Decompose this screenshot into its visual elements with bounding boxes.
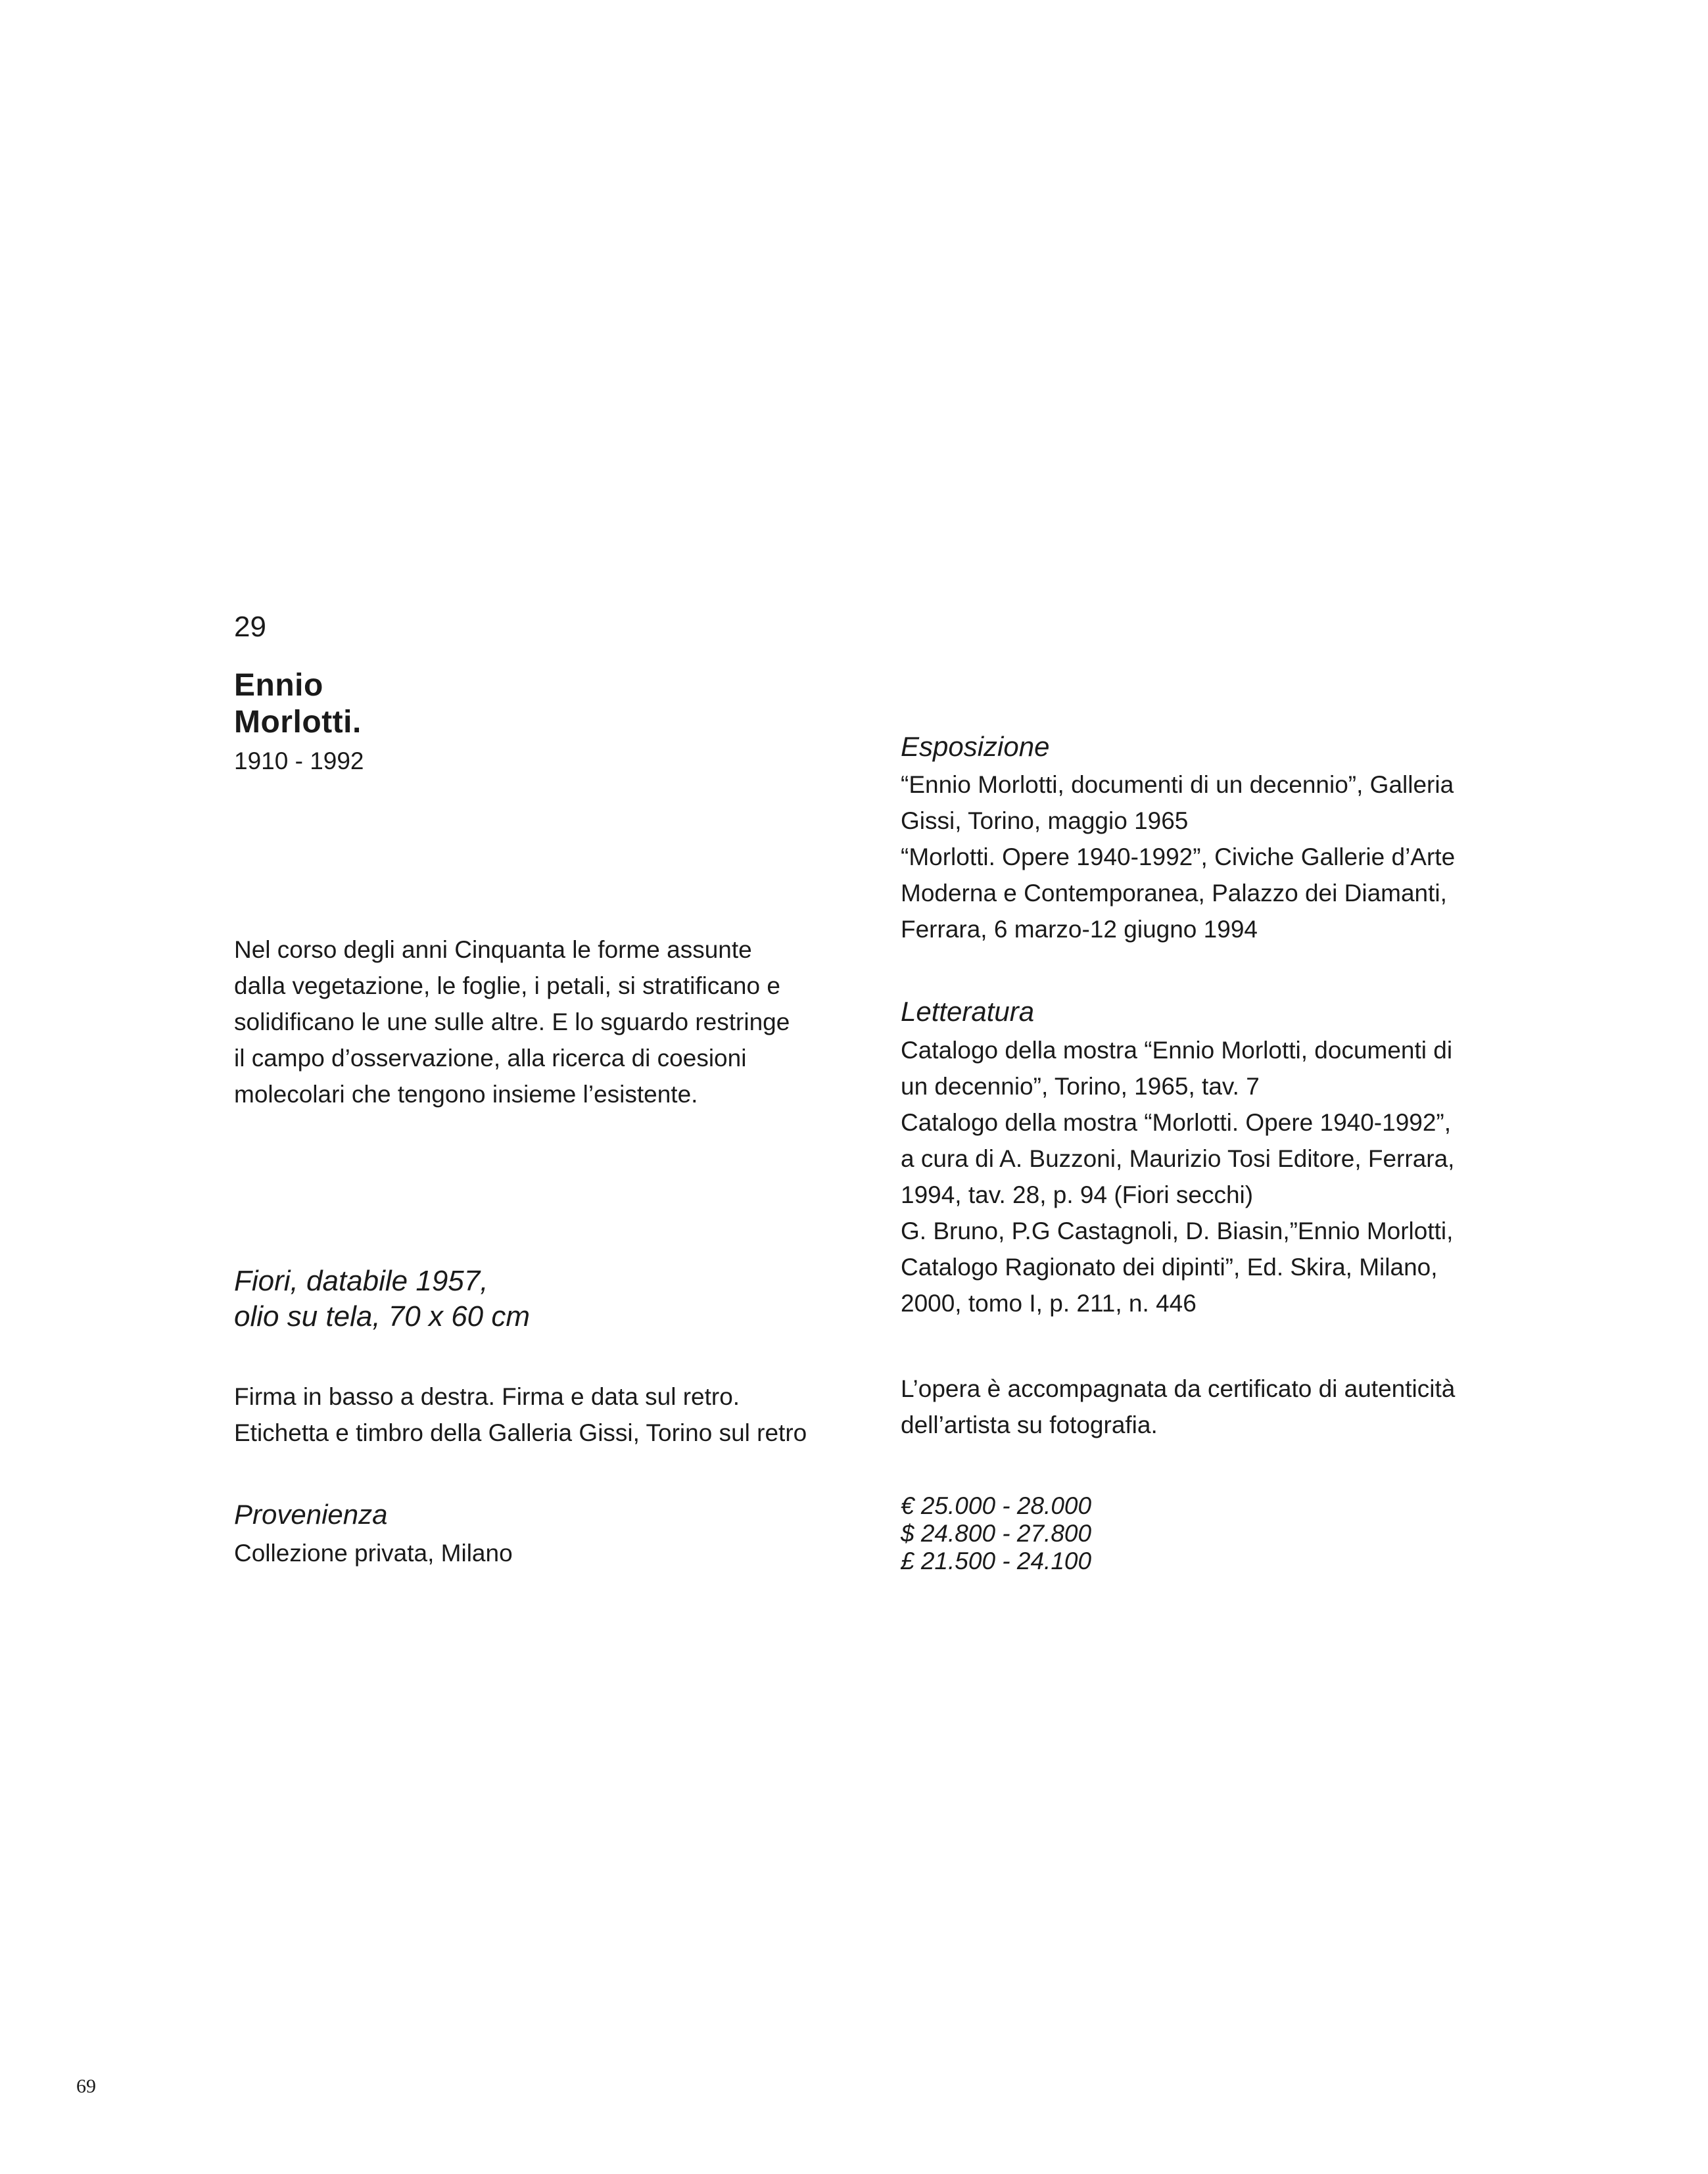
literature-line: G. Bruno, P.G Castagnoli, D. Biasin,”Ennio Morlotti, [901,1217,1454,1244]
notes-line: Firma in basso a destra. Firma e data sul retro. [234,1383,740,1410]
exhibition-line: Gissi, Torino, maggio 1965 [901,807,1189,834]
work-title-line: Fiori, databile 1957, [234,1265,488,1297]
description-line: molecolari che tengono insieme l’esistente. [234,1081,698,1108]
estimate-eur: € 25.000 - 28.000 [901,1492,1092,1519]
artwork-description [234,932,790,1112]
literature-line: un decennio”, Torino, 1965, tav. 7 [901,1073,1260,1100]
literature-list [901,1032,1454,1321]
work-medium-line: olio su tela, 70 x 60 cm [234,1300,531,1333]
exhibition-line: “Ennio Morlotti, documenti di un decennio”, Galleria [901,771,1454,798]
work-title [234,1264,530,1335]
certificate-line: dell’artista su fotografia. [901,1411,1158,1438]
provenance-line: Collezione privata, Milano [234,1540,513,1567]
literature-heading: Letteratura [901,996,1035,1027]
description-line: il campo d’osservazione, alla ricerca di coesioni [234,1045,747,1072]
literature-line: a cura di A. Buzzoni, Maurizio Tosi Editore, Ferrara, [901,1145,1455,1172]
artist-dates: 1910 - 1992 [234,747,364,774]
description-line: Nel corso degli anni Cinquanta le forme assunte [234,936,752,963]
certificate-line: L’opera è accompagnata da certificato di autenticità [901,1375,1456,1402]
lot-number: 29 [234,611,266,643]
exhibition-heading: Esposizione [901,731,1050,762]
provenance-heading: Provenienza [234,1499,388,1530]
description-line: solidificano le une sulle altre. E lo sguardo restringe [234,1008,790,1035]
exhibition-line: Moderna e Contemporanea, Palazzo dei Diamanti, [901,880,1447,907]
literature-line: 1994, tav. 28, p. 94 (Fiori secchi) [901,1181,1254,1208]
certificate-note [901,1371,1455,1443]
signature-notes [234,1379,807,1451]
provenance-text [234,1535,513,1571]
description-line: dalla vegetazione, le foglie, i petali, si stratificano e [234,972,780,999]
exhibition-line: Ferrara, 6 marzo-12 giugno 1994 [901,916,1258,943]
literature-line: Catalogo Ragionato dei dipinti”, Ed. Skira, Milano, [901,1254,1438,1281]
notes-line: Etichetta e timbro della Galleria Gissi, Torino sul retro [234,1419,807,1446]
artist-first-name: Ennio [234,668,323,703]
artist-name [234,667,362,741]
literature-line: Catalogo della mostra “Morlotti. Opere 1940-1992”, [901,1109,1452,1136]
literature-line: Catalogo della mostra “Ennio Morlotti, documenti di [901,1037,1453,1064]
literature-line: 2000, tomo I, p. 211, n. 446 [901,1290,1197,1317]
page-number: 69 [76,2075,96,2097]
estimate-usd: $ 24.800 - 27.800 [901,1520,1092,1547]
exhibition-list [901,767,1455,947]
price-estimates [901,1492,1091,1575]
exhibition-line: “Morlotti. Opere 1940-1992”, Civiche Gallerie d’Arte [901,843,1456,870]
estimate-gbp: £ 21.500 - 24.100 [901,1548,1092,1574]
artist-last-name: Morlotti. [234,705,362,740]
